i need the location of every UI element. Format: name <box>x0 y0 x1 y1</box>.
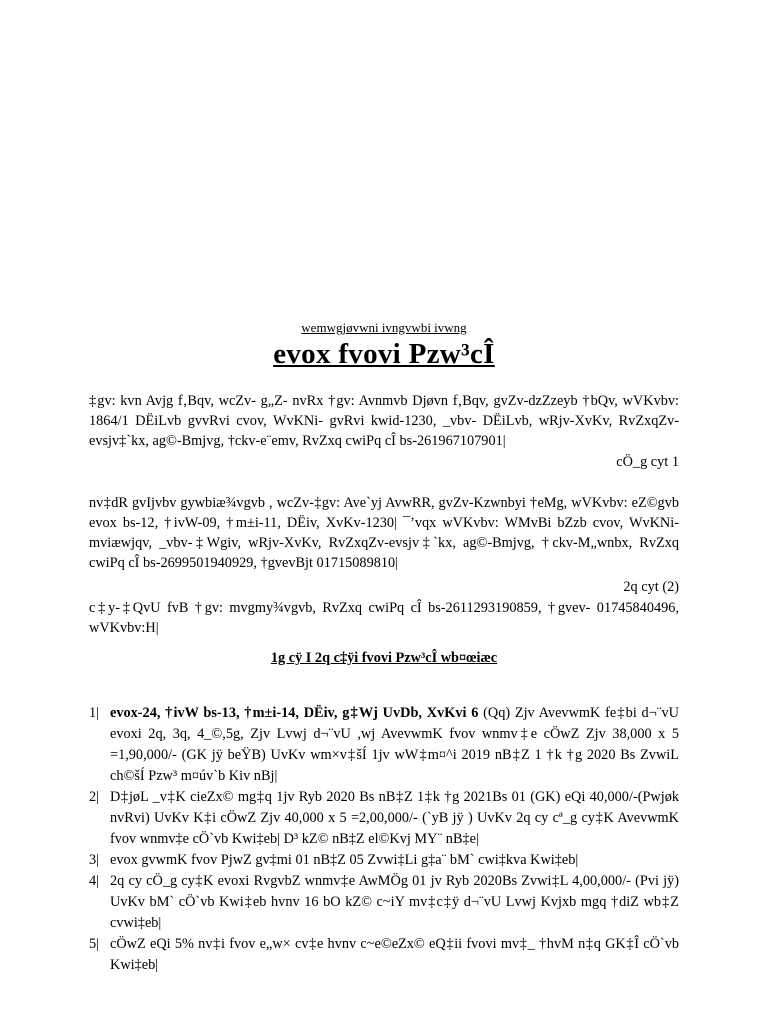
terms-list <box>89 703 679 976</box>
term-item <box>89 871 679 934</box>
term-text: (Qq) Zjv AvevwmK fe‡bi d¬¨vU evoxi 2q, 3q, 4_©,5g, Zjv Lvwj d¬¨vU ,wj AvevwmK fvov wnmv‡e cÖwZ Zjv 38,000 x 5 =1,90,000/- (GK jÿ beŸB) UvKv wm×v‡šÍ 1jv wW‡m¤^i 2019 nB‡Z 1 †k †g 2020 Bs ZvwiL ch©šÍ Pzw³ m¤úv`b Kiv nBj| <box>110 705 679 784</box>
term-number: 1| <box>89 705 100 721</box>
second-party-paragraph: nv‡dR gvIjvbv gywbiæ¾vgvb , wcZv-‡gv: Ave`yj AvwRR, gvZv-Kzwnbyi †eMg, wVKvbv: eZ©gvb evox bs-12, †ivW-09, †m±i-11, DËiv, XvKv-1230| ¯’vqx wVKvbv: WMvBi bZzb cvov, WvKNi-mviæwjqv, _vbv-‡Wgiv, wRjv-XvKv, RvZxqZv-evsjv‡`kx, ag©-Bmjvg, †ckv-M„wnbx, RvZxq cwiPq cÎ bs-2699501940929, †gvevBjt 01715089810| <box>89 495 679 571</box>
term-text: evox gvwmK fvov PjwZ gv‡mi 01 nB‡Z 05 Zvwi‡Li g‡a¨ bM` cwi‡kva Kwi‡eb| <box>110 852 579 868</box>
second-party-label: 2q cyt (2) <box>623 579 679 595</box>
term-number: 3| <box>89 852 100 868</box>
term-text: cÖwZ eQi 5% nv‡i fvov e„w× cv‡e hvnv c~e©eZx© eQ‡ii fvovi mv‡_ †hvM n‡q GK‡Î cÖ`vb Kwi‡eb| <box>110 936 679 973</box>
terms-heading: 1g cÿ I 2q c‡ÿi fvovi Pzw³cÎ wb¤œiæc <box>270 650 498 666</box>
first-party-paragraph: ‡gv: kvn Avjg f‚Bqv, wcZv- g„Z- nvRx †gv: Avnmvb Djøvn f‚Bqv, gvZv-dzZzeyb †bQv, wVKvbv: 1864/1 DËiLvb gvvRvi cvov, WvKNi- gvRvi kwid-1230, _vbv- DËiLvb, wRjv-XvKv, RvZxqZv-evsjv‡`kx, ag©-Bmjvg, †ckv-e¨emv, RvZxq cwiPq cÎ bs-261967107901| <box>89 393 679 449</box>
witness-paragraph: c‡y-‡QvU fvB †gv: mvgmy¾vgvb, RvZxq cwiPq cÎ bs-2611293190859, †gvev- 01745840496, wVKvbv:H| <box>89 600 679 636</box>
term-text: 2q cy cÖ_g cy‡K evoxi RvgvbZ wnmv‡e AwMÖg 01 jv Ryb 2020Bs Zvwi‡L 4,00,000/- (Pvi jÿ) UvKv bM` cÖ`vb Kwi‡eb hvnv 16 bO kZ© c~iY mv‡c‡ÿ d¬¨vU Lvwj Kvjxb mgq †diZ wb‡Z cvwi‡eb| <box>110 873 679 931</box>
term-item <box>89 850 679 871</box>
term-number: 4| <box>89 873 100 889</box>
term-text: D‡jøL _v‡K cieZx© mg‡q 1jv Ryb 2020 Bs nB‡Z 1‡k †g 2021Bs 01 (GK) eQi 40,000/-(Pwjøk nvRvi) UvKv K‡i cÖwZ Zjv 40,000 x 5 =2,00,000/- (`yB jÿ ) UvKv 2q cy cª_g cy‡K AvevwmK fvov wnmv‡e cÖ`vb Kwi‡eb| D³ kZ© nB‡Z el©Kvj MY¨ nB‡e| <box>110 789 679 847</box>
term-number: 2| <box>89 789 100 805</box>
term-item <box>89 787 679 850</box>
term-number: 5| <box>89 936 100 952</box>
term-bold-text: evox-24, †ivW bs-13, †m±i-14, DËiv, g‡Wj UvDb, XvKvi 6 <box>110 705 479 721</box>
term-item <box>89 703 679 787</box>
document-header: wemwgjøvwni ivngvwbi ivwng <box>301 320 467 335</box>
document-title: evox fvovi Pzw³cÎ <box>273 338 495 370</box>
term-item <box>89 934 679 976</box>
first-party-label: cÖ_g cyt 1 <box>616 454 679 470</box>
